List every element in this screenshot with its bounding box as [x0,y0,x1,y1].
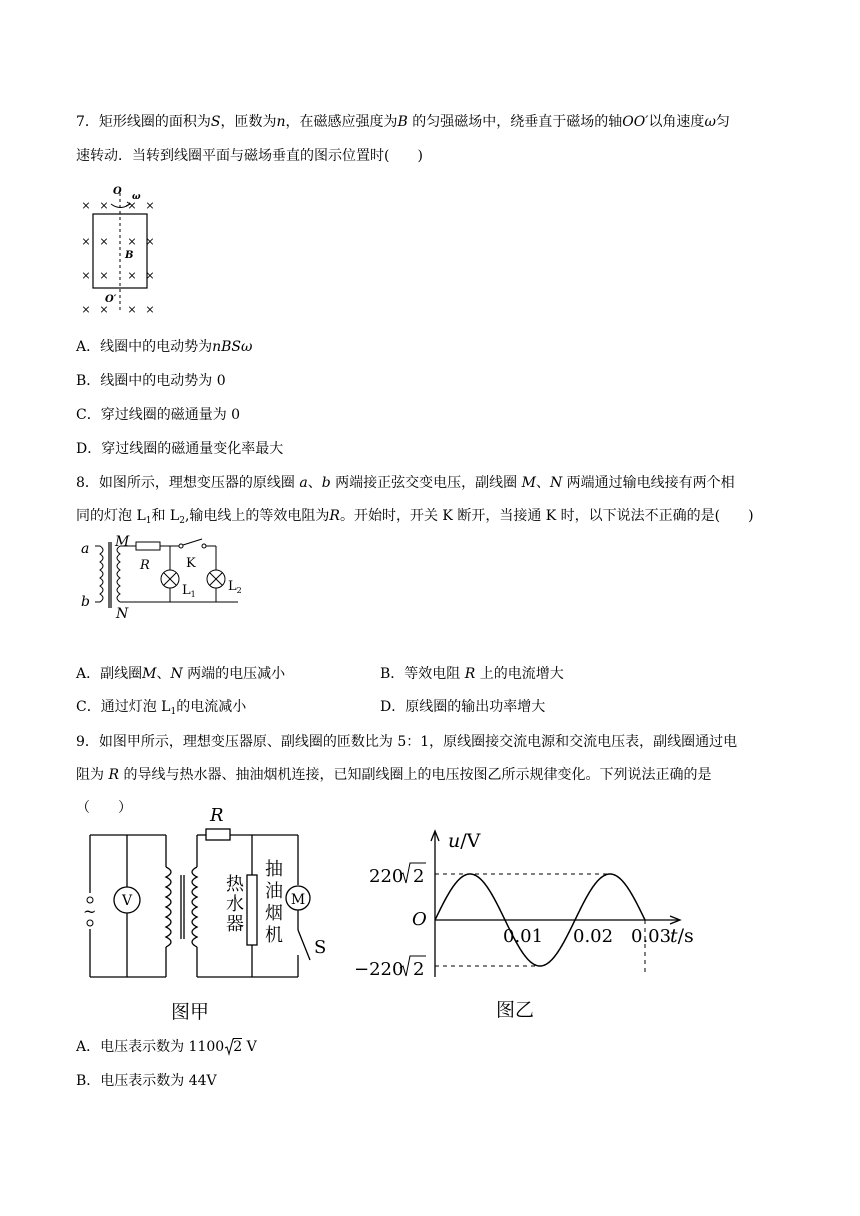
terminal-M: M [115,534,130,550]
field-cross: × [99,199,109,212]
water-heater [247,875,257,945]
q9-option-a[interactable]: A．电压表示数为 1100 2 V [76,1039,257,1055]
field-cross: × [99,235,109,248]
resistor-label: R [210,805,224,826]
field-label-B: B [125,250,134,261]
lamp-L1-label: $L_1$ [182,583,196,599]
y-min-tick-label [354,956,426,980]
water-heater-label [226,874,245,935]
field-cross: × [145,303,155,316]
secondary-coil [192,867,197,947]
svg-text:机: 机 [265,925,283,946]
figure-caption-yi: 图乙 [495,999,535,1021]
y-max-tick-label [369,863,426,887]
primary-coil [166,867,171,947]
q8-transformer-circuit [78,532,253,622]
ac-source-symbol: ~ [83,902,97,921]
svg-text:−220: −220 [354,959,404,980]
q7-option-c[interactable]: C．穿过线圈的磁通量为 0 [76,407,241,423]
x-tick-label: 0.03 [631,926,672,947]
q7-option-b[interactable]: B．线圈中的电动势为 0 [76,373,226,389]
resistor-R [206,829,230,840]
lamp-L1 [161,570,179,588]
field-cross: × [127,269,137,282]
resistor-R [136,542,160,550]
svg-text:2: 2 [413,959,425,980]
svg-text:水: 水 [226,894,244,915]
x-tick-label: 0.01 [503,926,544,947]
terminal-N: N [116,606,129,622]
svg-text:抽: 抽 [265,859,283,880]
terminal-a: a [81,541,90,557]
svg-text:220: 220 [369,866,404,887]
x-tick-label: 0.02 [573,926,614,947]
field-cross: × [99,303,109,316]
field-cross: × [145,199,155,212]
q8-option-a[interactable]: A．副线圈M、N 两端的电压减小 [76,666,286,682]
switch-S [298,930,310,960]
field-cross: × [127,235,137,248]
q8-option-c[interactable]: C．通过灯泡 $L_1$的电流减小 [76,699,247,717]
voltmeter-label: V [121,893,133,909]
omega-label: ω [132,192,141,202]
q9-stem-line1: 9．如图甲所示，理想变压器原、副线圈的匝数比为 5：1，原线圈接交流电源和交流电压表，副线圈通过电 [76,734,738,750]
q8-option-b[interactable]: B．等效电阻 R 上的电流增大 [380,666,564,682]
switch-label: K [186,556,196,571]
svg-text:2: 2 [413,866,425,887]
q7-stem-line2: 速转动．当转到线圈平面与磁场垂直的图示位置时( ) [76,148,423,164]
q9-circuit-figure-jia [80,805,340,1025]
field-cross: × [127,303,137,316]
secondary-coil [117,546,120,602]
field-cross: × [145,269,155,282]
field-cross: × [81,269,91,282]
x-axis-label: t/s [670,925,694,947]
switch-K [183,539,202,545]
field-cross: × [99,269,109,282]
range-hood-label [265,859,283,946]
svg-text:器: 器 [226,914,244,935]
q9-option-b[interactable]: B．电压表示数为 44V [76,1073,217,1089]
field-cross: × [127,199,137,212]
resistor-label: R [140,558,150,573]
sqrt-symbol: 2 [225,1037,242,1057]
motor-label: M [290,892,306,908]
origin-label: O [412,909,427,930]
field-cross: × [81,303,91,316]
q8-stem-line1: 8．如图所示，理想变压器的原线圈 a、b 两端接正弦交变电压，副线圈 M、N 两端通过输电线接有两个相 [76,475,735,491]
axis-label-O: O [113,186,122,197]
q8-stem-line2: 同的灯泡 $L_1$和 $L_2$,输电线上的等效电阻为R。开始时，开关 K 断开，当接通 K 时，以下说法不正确的是( ) [76,508,754,526]
y-axis-label: u/V [448,830,481,852]
q7-option-a[interactable]: A．线圈中的电动势为nBSω [76,339,253,355]
figure-caption-jia: 图甲 [170,1001,210,1023]
field-cross: × [145,235,155,248]
svg-text:烟: 烟 [265,903,283,924]
q9-stem-line2: 阻为 R 的导线与热水器、抽油烟机连接，已知副线圈上的电压按图乙所示规律变化。下列说法正确的是 [76,767,712,783]
switch-label: S [314,937,327,958]
lamp-L2-label: $L_2$ [228,579,242,595]
field-cross: × [81,235,91,248]
lamp-L2 [207,570,225,588]
q7-coil-figure [80,185,160,315]
terminal-b: b [81,594,90,610]
q7-stem-line1: 7．矩形线圈的面积为S，匝数为n，在磁感应强度为B 的匀强磁场中，绕垂直于磁场的轴OO′以角速度ω匀 [76,114,730,130]
q7-option-d[interactable]: D．穿过线圈的磁通量变化率最大 [76,441,284,457]
q8-option-d[interactable]: D．原线圈的输出功率增大 [380,699,546,715]
svg-text:油: 油 [265,881,283,902]
q9-stem-line3: （ ） [76,800,132,816]
q9-voltage-chart-yi [350,825,710,1025]
svg-text:热: 热 [226,874,244,895]
field-cross: × [81,199,91,212]
axis-label-O-prime: O′ [105,294,117,305]
primary-coil [95,546,103,602]
